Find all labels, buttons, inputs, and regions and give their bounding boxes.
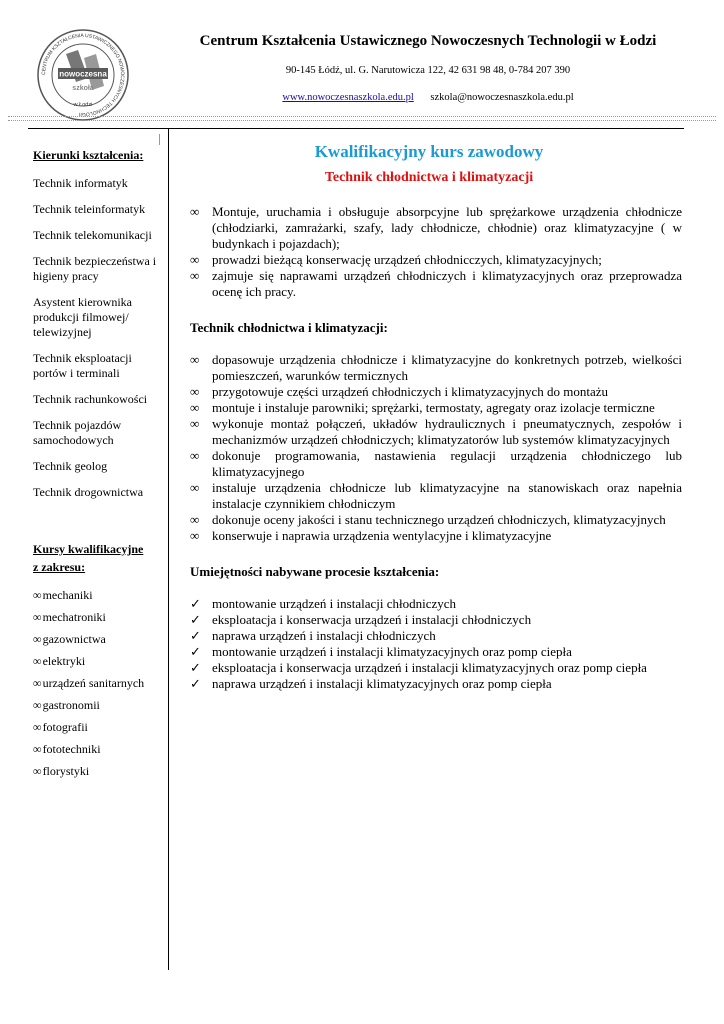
- course-label: fotografii: [42, 720, 88, 734]
- list-item: [190, 384, 682, 400]
- list-item: [190, 628, 682, 644]
- course-label: florystyki: [42, 764, 90, 778]
- list-item: [190, 612, 682, 628]
- sidebar-item: Technik telekomunikacji: [33, 228, 152, 242]
- course-item: [33, 654, 163, 669]
- list-item-text: montowanie urządzeń i instalacji chłodniczych: [212, 596, 457, 611]
- sidebar-item: Technik eksploatacji portów i terminali: [33, 351, 132, 380]
- infinity-bullet-icon: ∞: [33, 610, 42, 624]
- school-logo: [36, 28, 130, 122]
- infinity-bullet-icon: ∞: [33, 698, 42, 712]
- sidebar-item: Technik teleinformatyk: [33, 202, 146, 216]
- list-item-text: montowanie urządzeń i instalacji klimatyzacyjnych oraz pomp ciepła: [212, 644, 572, 659]
- infinity-bullet-icon: ∞: [33, 720, 42, 734]
- course-item: [33, 742, 163, 757]
- list-item: [190, 268, 682, 300]
- email-address: szkola@nowoczesnaszkola.edu.pl: [430, 92, 574, 103]
- infinity-bullet-icon: ∞: [190, 528, 200, 543]
- list-item: [190, 400, 682, 416]
- header-divider: [8, 116, 716, 117]
- list-item: [190, 448, 682, 480]
- school-name: Centrum Kształcenia Ustawicznego Nowoczesnych Technologii w Łodzi: [199, 33, 657, 49]
- logo-word-nowoczesna: nowoczesna: [59, 69, 107, 79]
- course-item: [33, 720, 163, 735]
- infinity-bullet-icon: ∞: [190, 416, 200, 431]
- list-item: [190, 644, 682, 660]
- course-item: [33, 610, 163, 625]
- course-item: [33, 632, 163, 647]
- sidebar-item: Asystent kierownika produkcji filmowej/ telewizyjnej: [33, 295, 132, 339]
- list-item: [190, 352, 682, 384]
- list-item-text: dokonuje oceny jakości i stanu technicznego urządzeń chłodniczych, klimatyzacyjnych: [212, 512, 666, 527]
- main-content: [190, 142, 682, 692]
- page-title: Kwalifikacyjny kurs zawodowy: [314, 142, 544, 161]
- list-item-text: dopasowuje urządzenia chłodnicze i klimatyzacyjne do konkretnych potrzeb, wielkości pomieszczeń, warunków termicznych: [212, 352, 682, 383]
- list-item: [190, 512, 682, 528]
- content-top-border: [28, 128, 684, 129]
- courses-heading-2: z zakresu:: [33, 560, 86, 574]
- school-logo-graphic: [36, 28, 130, 122]
- infinity-bullet-icon: ∞: [33, 764, 42, 778]
- infinity-bullet-icon: ∞: [190, 268, 200, 283]
- logo-ring-text: CENTRUM KSZTAŁCENIA USTAWICZNEGO NOWOCZESNYCH TECHNOLOGII: [40, 32, 126, 118]
- list-item-text: instaluje urządzenia chłodnicze lub klimatyzacyjne na stanowiskach oraz napełnia instalacje czynnikiem chłodniczym: [212, 480, 682, 511]
- sidebar-item: Technik bezpieczeństwa i higieny pracy: [33, 254, 157, 283]
- infinity-bullet-icon: ∞: [33, 742, 42, 756]
- infinity-bullet-icon: ∞: [190, 252, 200, 267]
- course-label: fototechniki: [42, 742, 101, 756]
- check-icon: ✓: [190, 660, 201, 675]
- sidebar-heading: Kierunki kształcenia:: [33, 148, 144, 162]
- course-item: [33, 588, 163, 603]
- course-label: mechatroniki: [42, 610, 106, 624]
- list-item-text: zajmuje się naprawami urządzeń chłodniczych i klimatyzacyjnych oraz przeprowadza ocenę ich pracy.: [212, 268, 682, 299]
- website-link[interactable]: www.nowoczesnaszkola.edu.pl: [282, 92, 414, 103]
- column-divider: [168, 128, 169, 970]
- course-label: elektryki: [42, 654, 86, 668]
- list-item-text: Montuje, uruchamia i obsługuje absorpcyjne lub sprężarkowe urządzenia chłodnicze (chłodziarki, zamrażarki, szafy, lady chłodnicze, chłodnie) oraz klimatyzacyjne ( w budynkach i pojazdach);: [212, 204, 682, 251]
- infinity-bullet-icon: ∞: [190, 352, 200, 367]
- list-item: [190, 660, 682, 676]
- logo-city: w Łodzi: [73, 102, 93, 108]
- course-label: gazownictwa: [42, 632, 106, 646]
- infinity-bullet-icon: ∞: [190, 204, 200, 219]
- list-item-text: montuje i instaluje parowniki; sprężarki, termostaty, agregaty oraz izolacje termiczne: [212, 400, 655, 415]
- list-item-text: naprawa urządzeń i instalacji chłodniczych: [212, 628, 436, 643]
- list-item-text: wykonuje montaż połączeń, układów hydraulicznych i pneumatycznych, zespołów i mechanizmów urządzeń chłodniczych; klimatyzatorów lub systemów klimatyzacyjnych: [212, 416, 682, 447]
- intro-list: [190, 204, 682, 300]
- list-item-text: prowadzi bieżącą konserwację urządzeń chłodnicczych, klimatyzacyjnych;: [212, 252, 602, 267]
- school-address: 90-145 Łódź, ul. G. Narutowicza 122, 42 631 98 48, 0-784 207 390: [285, 65, 571, 76]
- skills-list: [190, 596, 682, 692]
- infinity-bullet-icon: ∞: [33, 654, 42, 668]
- check-icon: ✓: [190, 644, 201, 659]
- check-icon: ✓: [190, 676, 201, 691]
- infinity-bullet-icon: ∞: [190, 400, 200, 415]
- list-item: [190, 480, 682, 512]
- tasks-list: [190, 352, 682, 544]
- list-item: [190, 252, 682, 268]
- list-item: [190, 596, 682, 612]
- section-heading-tasks: Technik chłodnictwa i klimatyzacji:: [190, 320, 388, 335]
- list-item: [190, 416, 682, 448]
- section-heading-skills: Umiejętności nabywane procesie kształcenia:: [190, 564, 440, 579]
- infinity-bullet-icon: ∞: [190, 384, 200, 399]
- list-item-text: naprawa urządzeń i instalacji klimatyzacyjnych oraz pomp ciepła: [212, 676, 552, 691]
- list-item-text: eksploatacja i konserwacja urządzeń i instalacji chłodniczych: [212, 612, 532, 627]
- course-item: [33, 676, 163, 691]
- infinity-bullet-icon: ∞: [190, 448, 200, 463]
- infinity-bullet-icon: ∞: [33, 676, 42, 690]
- infinity-bullet-icon: ∞: [190, 512, 200, 527]
- sidebar-item: Technik drogownictwa: [33, 485, 144, 499]
- sidebar-item: Technik pojazdów samochodowych: [33, 418, 122, 447]
- check-icon: ✓: [190, 612, 201, 627]
- list-item: [190, 204, 682, 252]
- infinity-bullet-icon: ∞: [33, 632, 42, 646]
- list-item: [190, 528, 682, 544]
- sidebar-item: Technik geolog: [33, 459, 108, 473]
- course-label: urządzeń sanitarnych: [42, 676, 145, 690]
- course-label: mechaniki: [42, 588, 93, 602]
- infinity-bullet-icon: ∞: [190, 480, 200, 495]
- list-item-text: konserwuje i naprawia urządzenia wentylacyjne i klimatyzacyjne: [212, 528, 552, 543]
- sidebar-item: Technik rachunkowości: [33, 392, 148, 406]
- list-item: [190, 676, 682, 692]
- check-icon: ✓: [190, 628, 201, 643]
- courses-heading: Kursy kwalifikacyjne: [33, 542, 144, 556]
- contact-line: [148, 92, 708, 103]
- page-subtitle: Technik chłodnictwa i klimatyzacji: [324, 170, 534, 185]
- header-divider-2: [8, 120, 716, 121]
- list-item-text: dokonuje programowania, nastawienia regulacji urządzenia chłodniczego lub klimatyzacyjnego: [212, 448, 682, 479]
- sidebar: [33, 140, 163, 786]
- list-item-text: przygotowuje części urządzeń chłodniczych i klimatyzacyjnych do montażu: [212, 384, 608, 399]
- course-item: [33, 764, 163, 779]
- sidebar-item: Technik informatyk: [33, 176, 128, 190]
- course-item: [33, 698, 163, 713]
- course-label: gastronomii: [42, 698, 100, 712]
- list-item-text: eksploatacja i konserwacja urządzeń i instalacji klimatyzacyjnych oraz pomp ciepła: [212, 660, 647, 675]
- check-icon: ✓: [190, 596, 201, 611]
- infinity-bullet-icon: ∞: [33, 588, 42, 602]
- logo-word-szkola: szkoła: [72, 85, 94, 92]
